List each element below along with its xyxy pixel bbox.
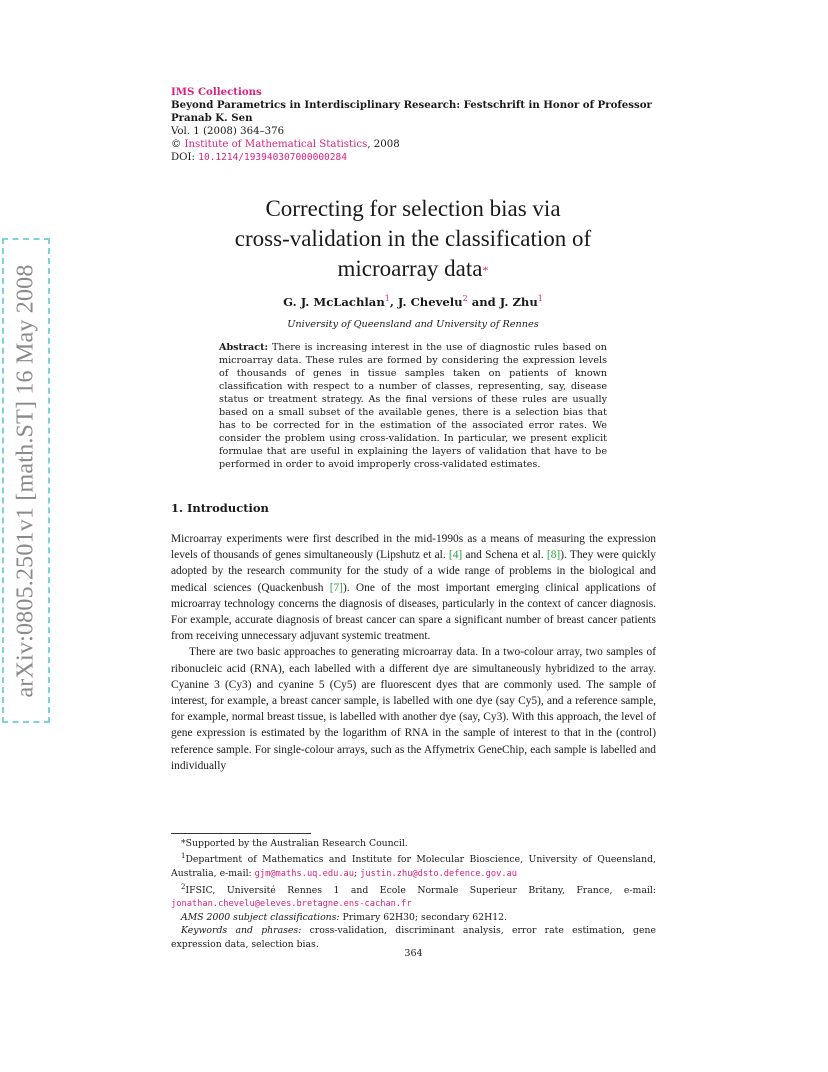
publisher-link[interactable]: Institute of Mathematical Statistics: [184, 139, 368, 150]
title-footnote-mark[interactable]: *: [482, 263, 489, 277]
abstract-label: Abstract:: [219, 342, 269, 353]
footnote-rule: [171, 833, 311, 834]
copyright-symbol: ©: [171, 139, 182, 150]
body-text: [171, 531, 656, 774]
arxiv-id: arXiv:0805.2501v1 [math.ST] 16 May 2008: [12, 263, 39, 698]
doi-link[interactable]: 10.1214/193940307000000284: [198, 152, 347, 163]
email-link-zhu[interactable]: justin.zhu@dsto.defence.gov.au: [360, 868, 518, 879]
doi-line: [171, 151, 652, 164]
volume-info: Vol. 1 (2008) 364–376: [171, 126, 285, 137]
series-name[interactable]: IMS Collections: [171, 86, 262, 98]
section-heading: 1. Introduction: [171, 501, 269, 515]
book-title-line1: Beyond Parametrics in Interdisciplinary Research: Festschrift in Honor of Professor: [171, 99, 652, 111]
footnotes: [171, 837, 656, 951]
book-title-line2: Pranab K. Sen: [171, 112, 253, 124]
author-mark-2[interactable]: 2: [462, 294, 468, 303]
paragraph-2: There are two basic approaches to generating microarray data. In a two-colour array, two samples of ribonucleic acid (RNA), each labelled with a different dye are simultaneously hybridized to the array. Cyanine 3 (Cy3) and cyanine 5 (Cy5) are fluorescent dyes that are commonly used. The sample of interest, for example, a breast cancer sample, is labelled with one dye (say Cy5), and a reference sample, for example, normal breast tissue, is labelled with another dye (say, Cy3). With this approach, the level of gene expression is estimated by the logarithm of RNA in the sample of interest to that in the (control) reference sample. For single-colour arrays, such as the Affymetrix GeneChip, each sample is labelled and individually: [171, 646, 656, 772]
author-list: G. J. McLachlan$^1$, J. Chevelu$^2$ and J. Zhu$^1$: [283, 294, 543, 309]
title-line1: Correcting for selection bias via: [265, 196, 561, 221]
copyright-year: , 2008: [367, 139, 400, 150]
keywords: Keywords and phrases: cross-validation, discriminant analysis, error rate estimation, gene expression data, selection bias.: [171, 925, 656, 950]
doi-label: DOI:: [171, 152, 199, 163]
copyright-line: [171, 138, 652, 151]
affiliation: University of Queensland and University of Rennes: [287, 319, 539, 330]
arxiv-stamp: [2, 238, 50, 723]
citation-8[interactable]: [8]: [546, 549, 561, 562]
footnote-star: *Supported by the Australian Research Council.: [181, 838, 408, 849]
publication-header: [171, 86, 652, 164]
citation-4[interactable]: [4]: [448, 549, 463, 562]
footnote-1: $^1$Department of Mathematics and Institute for Molecular Bioscience, University of Queensland, Australia, e-mail: gjm@maths.uq.edu.au; justin.zhu@dsto.defence.gov.au: [171, 852, 656, 879]
author-chevelu: J. Chevelu: [397, 294, 463, 309]
author-zhu: J. Zhu: [499, 294, 538, 309]
author-mark-3[interactable]: 1: [537, 294, 543, 303]
title-line3: microarray data*: [337, 256, 489, 281]
abstract: [219, 341, 607, 471]
citation-7[interactable]: [7]: [329, 581, 343, 594]
abstract-text: There is increasing interest in the use of diagnostic rules based on microarray data. These rules are formed by considering the expression levels of thousands of genes in tissue samples taken on patients of known classification with respect to a number of classes, representing, say, disease status or treatment strategy. As the final versions of these rules are usually based on a small subset of the available genes, there is a selection bias that has to be corrected for in the estimation of the associated error rates. We consider the problem using cross-validation. In particular, we present explicit formulae that are useful in explaining the layers of validation that have to be performed in order to avoid improperly cross-validated estimates.: [219, 342, 607, 470]
email-link-chevelu[interactable]: jonathan.chevelu@eleves.bretagne.ens-cachan.fr: [171, 899, 412, 909]
footnote-2: $^2$IFSIC, Université Rennes 1 and Ecole Normale Superieur Britany, France, e-mail: jonathan.chevelu@eleves.bretagne.ens-cachan.fr: [171, 882, 656, 909]
paragraph-1: Microarray experiments were first described in the mid-1990s as a means of measuring the expression levels of thousands of genes simultaneously (Lipshutz et al. [4] and Schena et al. [8]). They were quickly adopted by the research community for the study of a wide range of problems in the biological and medical sciences (Quackenbush [7]). One of the most important emerging clinical applications of microarray technology concerns the diagnosis of diseases, particularly in the context of cancer diagnosis. For example, accurate diagnosis of breast cancer can spare a significant number of breast cancer patients from receiving unnecessary adjuvant systemic treatment.: [171, 533, 657, 643]
page-number: 364: [404, 948, 423, 959]
paper-title: [171, 194, 655, 284]
title-line2: cross-validation in the classification of: [234, 226, 592, 251]
author-mclachlan: G. J. McLachlan: [283, 294, 385, 309]
email-link-gjm[interactable]: gjm@maths.uq.edu.au: [254, 868, 355, 879]
author-mark-1[interactable]: 1: [384, 294, 390, 303]
ams-classification: AMS 2000 subject classifications: Primary 62H30; secondary 62H12.: [181, 912, 507, 924]
